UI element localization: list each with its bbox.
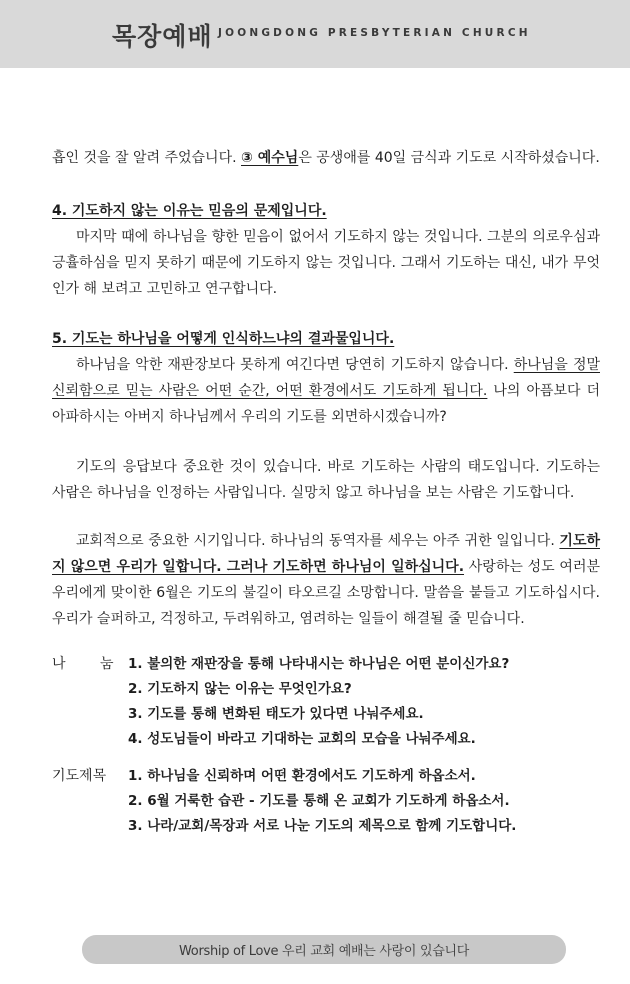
header-subtitle: JOONGDONG PRESBYTERIAN CHURCH xyxy=(218,27,531,39)
church-text-pre: 교회적으로 중요한 시기입니다. 하나님의 동역자를 세우는 아주 귀한 일입니다. xyxy=(76,533,560,549)
sharing-item: 3. 기도를 통해 변화된 태도가 있다면 나눠주세요. xyxy=(128,706,424,722)
sharing-section xyxy=(52,652,600,752)
document-body xyxy=(52,145,600,839)
prayer-label: 기도제목 xyxy=(52,768,107,784)
prayer-list xyxy=(128,764,600,839)
intro-text-post: 은 공생애를 40일 금식과 기도로 시작하셨습니다. xyxy=(298,150,600,166)
footer-text: Worship of Love 우리 교회 예배는 사랑이 있습니다 xyxy=(179,944,469,959)
footer-banner xyxy=(82,935,566,964)
section-5-heading: 5. 기도는 하나님을 어떻게 인식하느냐의 결과물입니다. xyxy=(52,331,395,347)
header-title: 목장예배 xyxy=(112,22,213,51)
intro-paragraph xyxy=(52,145,600,171)
prayer-item: 2. 6월 거룩한 습관 - 기도를 통해 온 교회가 기도하게 하옵소서. xyxy=(128,793,510,809)
attitude-paragraph: 기도의 응답보다 중요한 것이 있습니다. 바로 기도하는 사람의 태도입니다. 기도하는 사람은 하나님을 인정하는 사람입니다. 실망치 않고 하나님을 보는 사람은 기도합니다. xyxy=(52,459,600,501)
prayer-item: 1. 하나님을 신뢰하며 어떤 환경에서도 기도하게 하옵소서. xyxy=(128,768,476,784)
section-4-body: 마지막 때에 하나님을 향한 믿음이 없어서 기도하지 않는 것입니다. 그분의 의로우심과 긍휼하심을 믿지 못하기 때문에 기도하지 않는 것입니다. 그래서 기도하는 대신, 내가 무엇인가 해 보려고 고민하고 연구합니다. xyxy=(52,229,600,297)
section-5-emphasis: 하나님을 정말 신뢰함으로 믿는 사람은 어떤 순간, 어떤 환경에서도 기도하게 됩니다. xyxy=(52,357,600,399)
prayer-item: 3. 나라/교회/목장과 서로 나눈 기도의 제목으로 함께 기도합니다. xyxy=(128,818,517,834)
section-5-text-pre: 하나님을 악한 재판장보다 못하게 여긴다면 당연히 기도하지 않습니다. xyxy=(76,357,514,373)
sharing-item: 2. 기도하지 않는 이유는 무엇인가요? xyxy=(128,681,352,697)
section-5-body xyxy=(52,352,600,430)
header-banner xyxy=(0,0,630,68)
intro-emphasis: ③ 예수님 xyxy=(241,150,299,166)
section-4-heading: 4. 기도하지 않는 이유는 믿음의 문제입니다. xyxy=(52,203,327,219)
prayer-section xyxy=(52,764,600,839)
sharing-item: 4. 성도님들이 바라고 기대하는 교회의 모습을 나눠주세요. xyxy=(128,731,476,747)
intro-text-pre: 흡인 것을 잘 알려 주었습니다. xyxy=(52,150,241,166)
section-5-text-post: 나의 아픔보다 더 아파하시는 아버지 하나님께서 우리의 기도를 외면하시겠습니까? xyxy=(52,383,600,425)
sharing-label: 나 눔 xyxy=(52,656,114,672)
sharing-item: 1. 불의한 재판장을 통해 나타내시는 하나님은 어떤 분이신가요? xyxy=(128,656,510,672)
church-emphasis: 기도하지 않으면 우리가 일합니다. 그러나 기도하면 하나님이 일하십니다. xyxy=(52,533,600,575)
church-text-post: 사랑하는 성도 여러분 우리에게 맞이한 6월은 기도의 불길이 타오르길 소망합니다. 말씀을 붙들고 기도하십시다. 우리가 슬퍼하고, 걱정하고, 두려워하고, 염려하는 일들이 해결될 줄 믿습니다. xyxy=(52,559,600,627)
sharing-list xyxy=(128,652,600,752)
church-paragraph xyxy=(52,528,600,632)
